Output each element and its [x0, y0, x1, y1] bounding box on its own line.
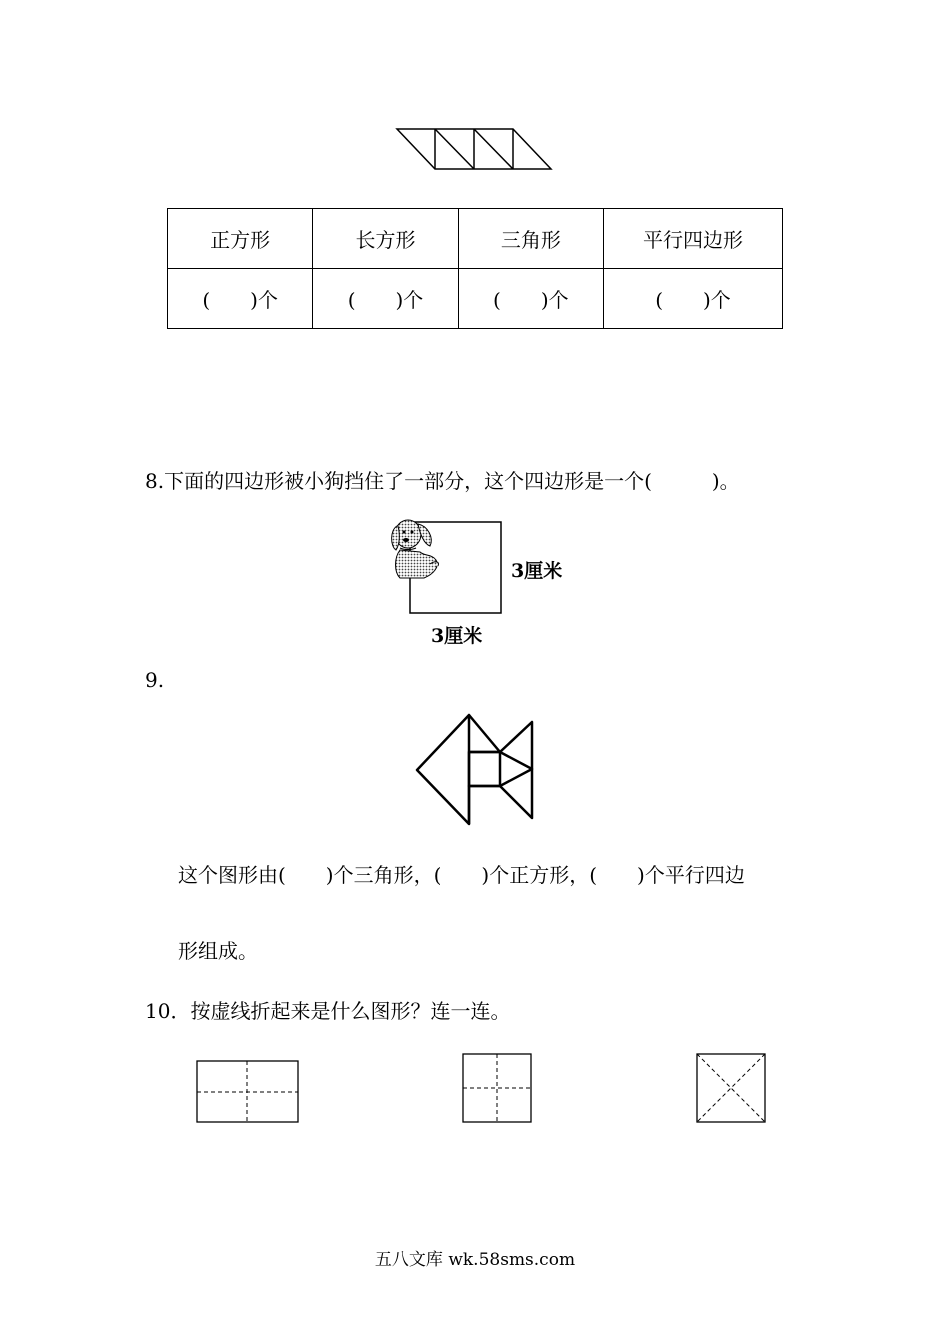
side-label-bottom: 3厘米	[431, 625, 483, 647]
dog-icon	[386, 514, 442, 582]
footer-watermark: 五八文库 wk.58sms.com	[374, 1250, 576, 1270]
question-9-number: 9.	[145, 668, 165, 692]
answer-blank[interactable]: ( )个	[313, 269, 458, 329]
table-header-row	[168, 209, 783, 269]
question-9-line-2: 形组成。	[178, 939, 258, 963]
answer-blank[interactable]: ( )个	[458, 269, 603, 329]
table-answer-row	[168, 269, 783, 329]
table-header-cell: 长方形	[313, 209, 458, 269]
question-9-line-1: 这个图形由( )个三角形，( )个正方形，( )个平行四边	[178, 863, 745, 887]
side-label-right: 3厘米	[511, 560, 563, 582]
fold-rectangle-figure[interactable]	[196, 1060, 300, 1124]
question-10-text: 10．按虚线折起来是什么图形？连一连。	[145, 999, 511, 1023]
answer-blank[interactable]: ( )个	[168, 269, 313, 329]
answer-blank[interactable]: ( )个	[604, 269, 783, 329]
fold-square-cross-figure[interactable]	[462, 1053, 534, 1125]
table-header-cell: 正方形	[168, 209, 313, 269]
question-8-text: 8.下面的四边形被小狗挡住了一部分，这个四边形是一个( )。	[145, 469, 740, 493]
fold-square-diagonal-figure[interactable]	[696, 1053, 768, 1125]
table-header-cell: 三角形	[458, 209, 603, 269]
shape-count-table	[167, 208, 783, 329]
parallelogram-figure	[395, 127, 555, 173]
table-header-cell: 平行四边形	[604, 209, 783, 269]
tangram-fish-figure	[412, 712, 542, 824]
